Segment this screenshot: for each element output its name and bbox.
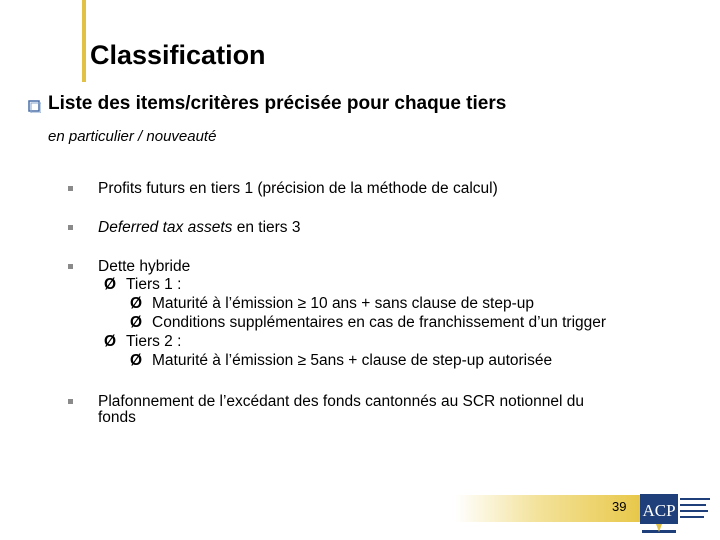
list-item <box>98 218 300 237</box>
square-bullet-icon <box>68 186 73 191</box>
list-item: Dette hybride <box>98 258 191 275</box>
square-bullet-icon <box>68 225 73 230</box>
square-bullet-icon <box>68 264 73 269</box>
svg-text:ACP: ACP <box>642 501 676 520</box>
list-item-italic: Deferred tax assets <box>98 219 233 236</box>
section-heading: Liste des items/critères précisée pour chaque tiers <box>48 93 507 114</box>
arrow-bullet-icon: Ø <box>104 333 117 350</box>
acp-logo <box>640 492 712 538</box>
arrow-bullet-icon: Ø <box>104 276 117 293</box>
square-bullet-icon <box>68 399 73 404</box>
title-accent-bar <box>82 0 86 82</box>
list-item-continuation: fonds <box>98 409 136 426</box>
sub-list-item-text: Tiers 2 : <box>126 333 182 350</box>
sub-list-item-text: Tiers 1 : <box>126 276 182 293</box>
sub-sub-list-item <box>130 314 606 332</box>
page-number: 39 <box>612 499 627 514</box>
sub-sub-list-item-text: Maturité à l’émission ≥ 10 ans + sans clause de step-up <box>152 295 534 312</box>
section-subheading: en particulier / nouveauté <box>48 128 217 145</box>
list-item: Plafonnement de l’excédant des fonds cantonnés au SCR notionnel du <box>98 393 585 410</box>
sub-sub-list-item <box>130 295 534 313</box>
sub-sub-list-item-text: Maturité à l’émission ≥ 5ans + clause de step-up autorisée <box>152 352 553 369</box>
arrow-bullet-icon: Ø <box>130 314 143 331</box>
sub-sub-list-item <box>130 352 552 370</box>
list-item: Profits futurs en tiers 1 (précision de la méthode de calcul) <box>98 180 498 197</box>
arrow-bullet-icon: Ø <box>130 295 143 312</box>
sub-sub-list-item-text: Conditions supplémentaires en cas de franchissement d’un trigger <box>152 314 607 331</box>
list-item-text: en tiers 3 <box>232 219 301 236</box>
sub-list-item <box>104 333 181 351</box>
arrow-bullet-icon: Ø <box>130 352 143 369</box>
checkbox-bullet-icon <box>28 100 41 113</box>
slide-title: Classification <box>90 40 266 70</box>
sub-list-item <box>104 276 181 294</box>
